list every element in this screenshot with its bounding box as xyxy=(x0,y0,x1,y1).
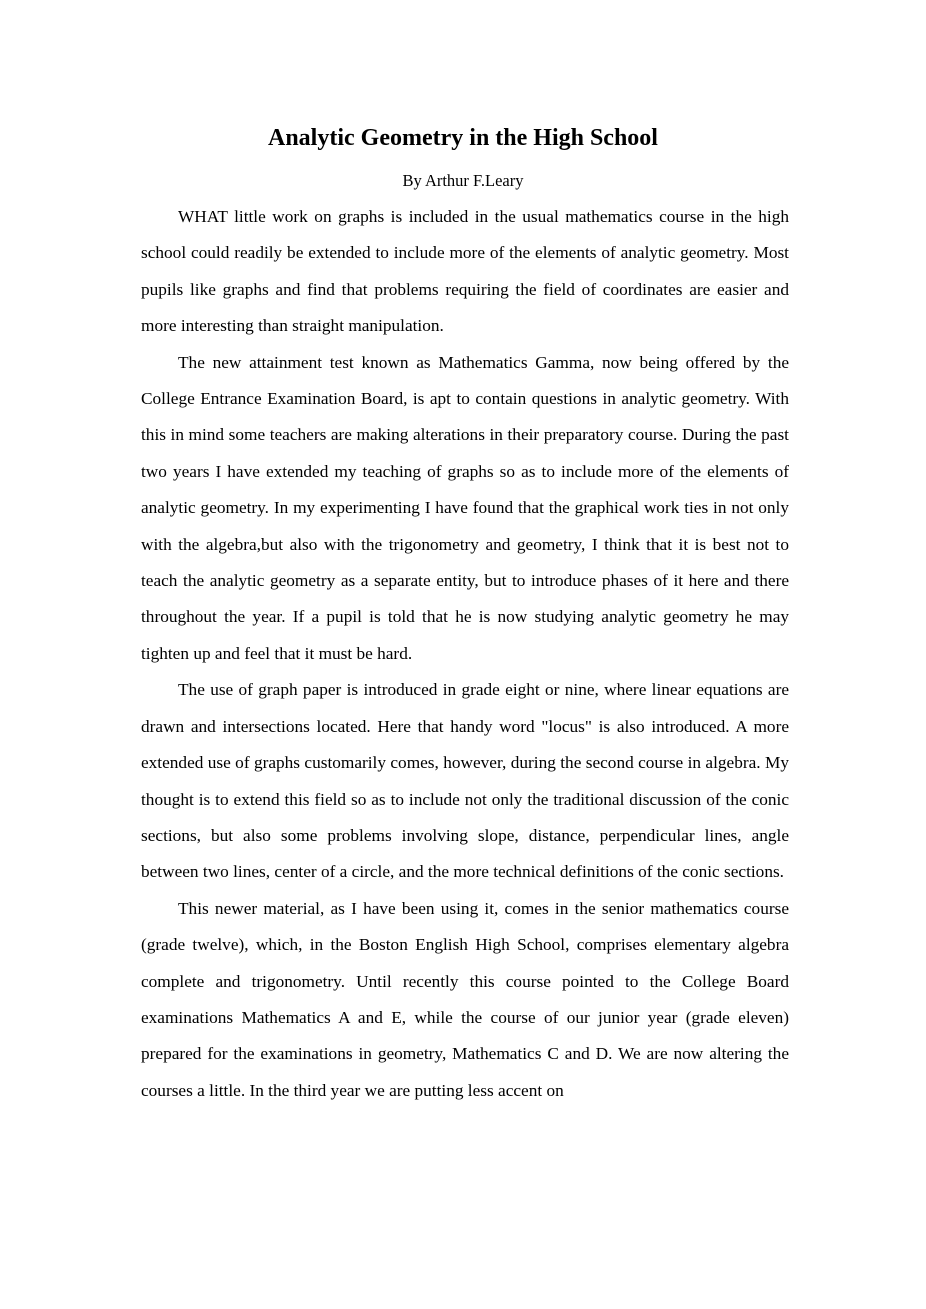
paragraph-4: This newer material, as I have been using it, comes in the senior mathematics course (grade twelve), which, in the Boston English High School, comprises elementary algebra complete and trigonometry. Until recently this course pointed to the College Board examinations Mathematics A and E, while the course of our junior year (grade eleven) prepared for the examinations in geometry, Mathematics C and D. We are now altering the courses a little. In the third year we are putting less accent on xyxy=(141,898,789,1100)
page-title: Analytic Geometry in the High School xyxy=(268,125,658,151)
author-byline: By Arthur F.Leary xyxy=(402,171,524,190)
paragraph-3: The use of graph paper is introduced in grade eight or nine, where linear equations are drawn and intersections located. Here that handy word "locus" is also introduced. A more extended use of graphs customarily comes, however, during the second course in algebra. My thought is to extend this field so as to include not only the traditional discussion of the conic sections, but also some problems involving slope, distance, perpendicular lines, angle between two lines, center of a circle, and the more technical definitions of the conic sections. xyxy=(141,680,789,882)
article-body xyxy=(141,199,789,1109)
paragraph-2: The new attainment test known as Mathematics Gamma, now being offered by the College Entrance Examination Board, is apt to contain questions in analytic geometry. With this in mind some teachers are making alterations in their preparatory course. During the past two years I have extended my teaching of graphs so as to include more of the elements of analytic geometry. In my experimenting I have found that the graphical work ties in not only with the algebra,but also with the trigonometry and geometry, I think that it is best not to teach the analytic geometry as a separate entity, but to introduce phases of it here and there throughout the year. If a pupil is told that he is now studying analytic geometry he may tighten up and feel that it must be hard. xyxy=(141,352,789,663)
paragraph-1: WHAT little work on graphs is included in the usual mathematics course in the high school could readily be extended to include more of the elements of analytic geometry. Most pupils like graphs and find that problems requiring the field of coordinates are easier and more interesting than straight manipulation. xyxy=(141,207,789,336)
